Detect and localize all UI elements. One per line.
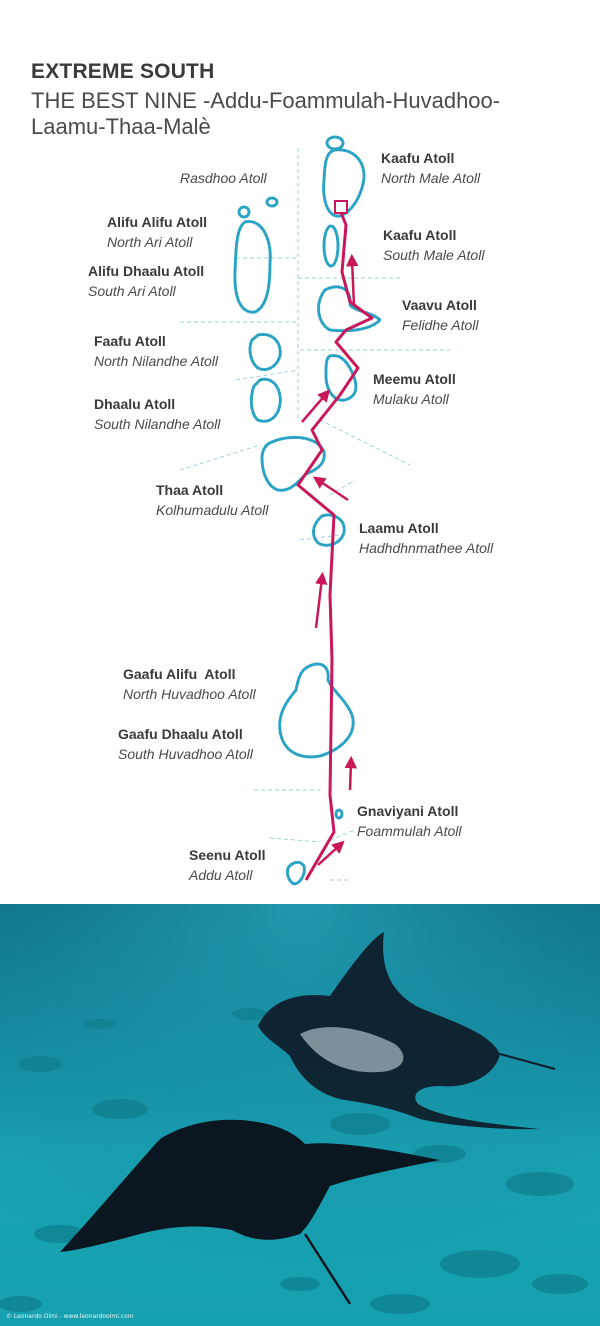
label-dhaalu bbox=[94, 394, 220, 434]
atoll-kaafu-south bbox=[324, 226, 338, 266]
atoll-thaa bbox=[262, 437, 324, 490]
arrow-south-male bbox=[352, 260, 354, 306]
label-kaafu-south-alt: South Male Atoll bbox=[383, 247, 485, 263]
label-alifu-dhaalu bbox=[88, 261, 204, 301]
page-subtitle-line2: Laamu-Thaa-Malè bbox=[31, 114, 211, 139]
label-faafu bbox=[94, 331, 218, 371]
arrow-thaa bbox=[318, 480, 348, 500]
label-dhaalu-name: Dhaalu Atoll bbox=[94, 396, 176, 412]
label-gnaviyani bbox=[357, 801, 462, 841]
label-meemu bbox=[373, 369, 456, 409]
label-vaavu-name: Vaavu Atoll bbox=[402, 297, 477, 313]
atoll-huvadhoo bbox=[280, 664, 353, 757]
arrow-huvadhoo bbox=[316, 578, 322, 628]
label-faafu-name: Faafu Atoll bbox=[94, 333, 166, 349]
label-gaafu-alifu-alt: North Huvadhoo Atoll bbox=[123, 686, 256, 702]
label-kaafu-north bbox=[381, 148, 480, 188]
arrow-gnaviyani bbox=[350, 762, 351, 790]
label-gaafu-alifu bbox=[123, 664, 256, 704]
label-meemu-name: Meemu Atoll bbox=[373, 371, 456, 387]
label-gaafu-dhaalu-alt: South Huvadhoo Atoll bbox=[118, 746, 253, 762]
label-gnaviyani-name: Gnaviyani Atoll bbox=[357, 803, 459, 819]
atoll-foammulah bbox=[336, 810, 342, 818]
label-vaavu bbox=[402, 295, 479, 335]
label-kaafu-north-alt: North Male Atoll bbox=[381, 170, 481, 186]
atoll-faafu bbox=[250, 334, 280, 369]
atoll-kaafu-north-top bbox=[327, 137, 343, 149]
label-seenu-alt: Addu Atoll bbox=[189, 867, 253, 883]
label-gaafu-alifu-name: Gaafu Alifu Atoll bbox=[123, 666, 236, 682]
male-start-marker bbox=[335, 201, 347, 213]
photo-credit: © Leonardo Olmi - www.leonardoolmi.com bbox=[6, 1313, 134, 1320]
label-dhaalu-alt: South Nilandhe Atoll bbox=[94, 416, 221, 432]
label-laamu-alt: Hadhdhnmathee Atoll bbox=[359, 540, 494, 556]
label-rasdhoo-alt: Rasdhoo Atoll bbox=[180, 170, 267, 186]
atoll-addu bbox=[287, 862, 304, 884]
manta-ray-illustration bbox=[0, 904, 600, 1326]
label-alifu-dhaalu-alt: South Ari Atoll bbox=[88, 283, 176, 299]
label-gaafu-dhaalu bbox=[118, 724, 253, 764]
label-faafu-alt: North Nilandhe Atoll bbox=[94, 353, 218, 369]
label-thaa-name: Thaa Atoll bbox=[156, 482, 224, 498]
label-seenu-name: Seenu Atoll bbox=[189, 847, 266, 863]
label-thaa bbox=[156, 480, 268, 520]
route-arrows bbox=[302, 260, 354, 865]
label-kaafu-south-name: Kaafu Atoll bbox=[383, 227, 457, 243]
label-gnaviyani-alt: Foammulah Atoll bbox=[357, 823, 462, 839]
manta-ray-photo bbox=[0, 904, 600, 1326]
label-kaafu-north-name: Kaafu Atoll bbox=[381, 150, 455, 166]
label-thaa-alt: Kolhumadulu Atoll bbox=[156, 502, 269, 518]
label-alifu-alifu-name: Alifu Alifu Atoll bbox=[107, 214, 208, 230]
atoll-rasdhoo bbox=[267, 198, 277, 206]
label-laamu bbox=[359, 518, 493, 558]
label-laamu-name: Laamu Atoll bbox=[359, 520, 439, 536]
label-alifu-alifu-alt: North Ari Atoll bbox=[107, 234, 193, 250]
page-title: EXTREME SOUTH bbox=[31, 60, 215, 83]
label-gaafu-dhaalu-name: Gaafu Dhaalu Atoll bbox=[118, 726, 243, 742]
label-rasdhoo bbox=[180, 168, 267, 188]
page-subtitle-line1: THE BEST NINE -Addu-Foammulah-Huvadhoo- bbox=[31, 88, 501, 113]
label-seenu bbox=[189, 845, 266, 885]
label-alifu-dhaalu-name: Alifu Dhaalu Atoll bbox=[88, 263, 205, 279]
label-kaafu-south bbox=[383, 225, 484, 265]
label-alifu-alifu bbox=[107, 212, 207, 252]
atoll-alifu-alifu-top bbox=[239, 207, 249, 217]
atoll-dhaalu bbox=[251, 379, 280, 421]
label-vaavu-alt: Felidhe Atoll bbox=[402, 317, 479, 333]
atoll-ari bbox=[235, 222, 270, 313]
atoll-vaavu bbox=[319, 287, 380, 331]
label-meemu-alt: Mulaku Atoll bbox=[373, 391, 449, 407]
atoll-laamu bbox=[314, 515, 345, 545]
